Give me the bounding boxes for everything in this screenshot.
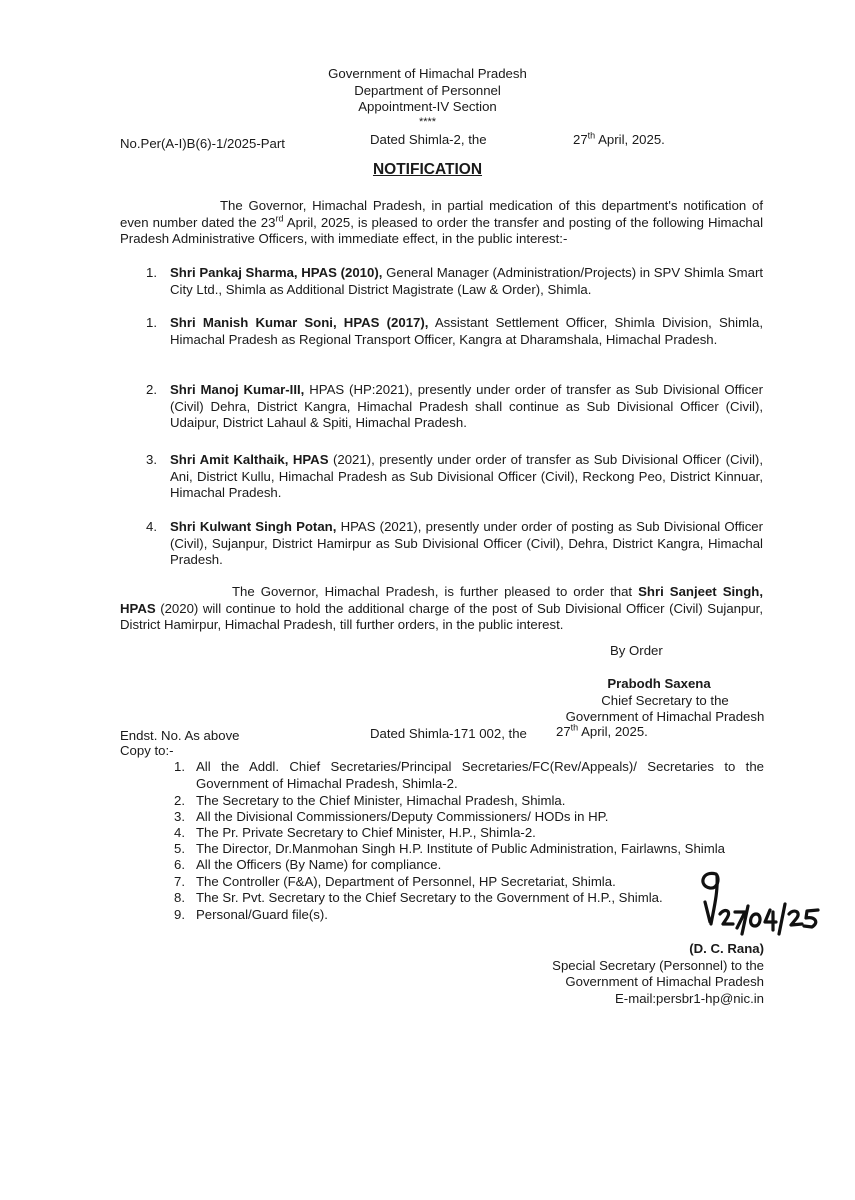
endorsement-number: Endst. No. As above	[120, 728, 240, 743]
signatory-title: Special Secretary (Personnel) to the	[552, 957, 764, 973]
signatory-name: Prabodh Saxena	[607, 676, 711, 691]
notification-title: NOTIFICATION	[372, 161, 483, 178]
chief-secretary-block	[540, 676, 790, 726]
officer-name: Shri Amit Kalthaik, HPAS	[170, 452, 329, 467]
officer-name: Shri Kulwant Singh Potan,	[170, 519, 337, 534]
copy-to-label: Copy to:-	[120, 743, 174, 758]
signatory-title: Chief Secretary to the	[601, 692, 729, 708]
endorsement-date: 27th April, 2025.	[556, 722, 648, 739]
intro-paragraph: The Governor, Himachal Pradesh, in partial medication of this department's notification of even number dated the 23rd April, 2025, is pleased to order the transfer and posting of the following Himachal Pradesh Administrative Officers, with immediate effect, in the public interest:-	[120, 198, 764, 246]
govt-line: Government of Himachal Pradesh	[328, 66, 527, 81]
handwritten-signature	[690, 862, 830, 944]
stars-line: ****	[418, 115, 437, 128]
signatory-name: (D. C. Rana)	[689, 941, 764, 956]
endorsement-dated-label: Dated Shimla-171 002, the	[370, 726, 527, 741]
further-order-paragraph: The Governor, Himachal Pradesh, is further pleased to order that Shri Sanjeet Singh, HPAS (2020) will continue to hold the additional charge of the post of Sub Divisional Officer (Civil) Sujanpur, District Hamirpur, Himachal Pradesh, till further orders, in the public interest.	[120, 584, 764, 632]
signatory-email: E-mail:persbr1-hp@nic.in	[615, 990, 764, 1006]
special-secretary-block	[500, 941, 764, 1007]
department-line: Department of Personnel	[354, 82, 501, 98]
officer-name: Shri Pankaj Sharma, HPAS (2010),	[170, 265, 383, 280]
signatory-title: Government of Himachal Pradesh	[565, 709, 765, 724]
notification-date: 27th April, 2025.	[573, 130, 665, 147]
reference-number: No.Per(A-I)B(6)-1/2025-Part	[120, 136, 285, 151]
section-line: Appointment-IV Section	[358, 99, 497, 114]
signatory-title: Government of Himachal Pradesh	[565, 974, 764, 989]
letterhead	[0, 66, 855, 128]
officer-name: Shri Manish Kumar Soni, HPAS (2017),	[170, 315, 429, 330]
officer-name: Shri Manoj Kumar-III,	[170, 382, 305, 397]
by-order: By Order	[610, 643, 663, 658]
dated-label: Dated Shimla-2, the	[370, 132, 487, 147]
